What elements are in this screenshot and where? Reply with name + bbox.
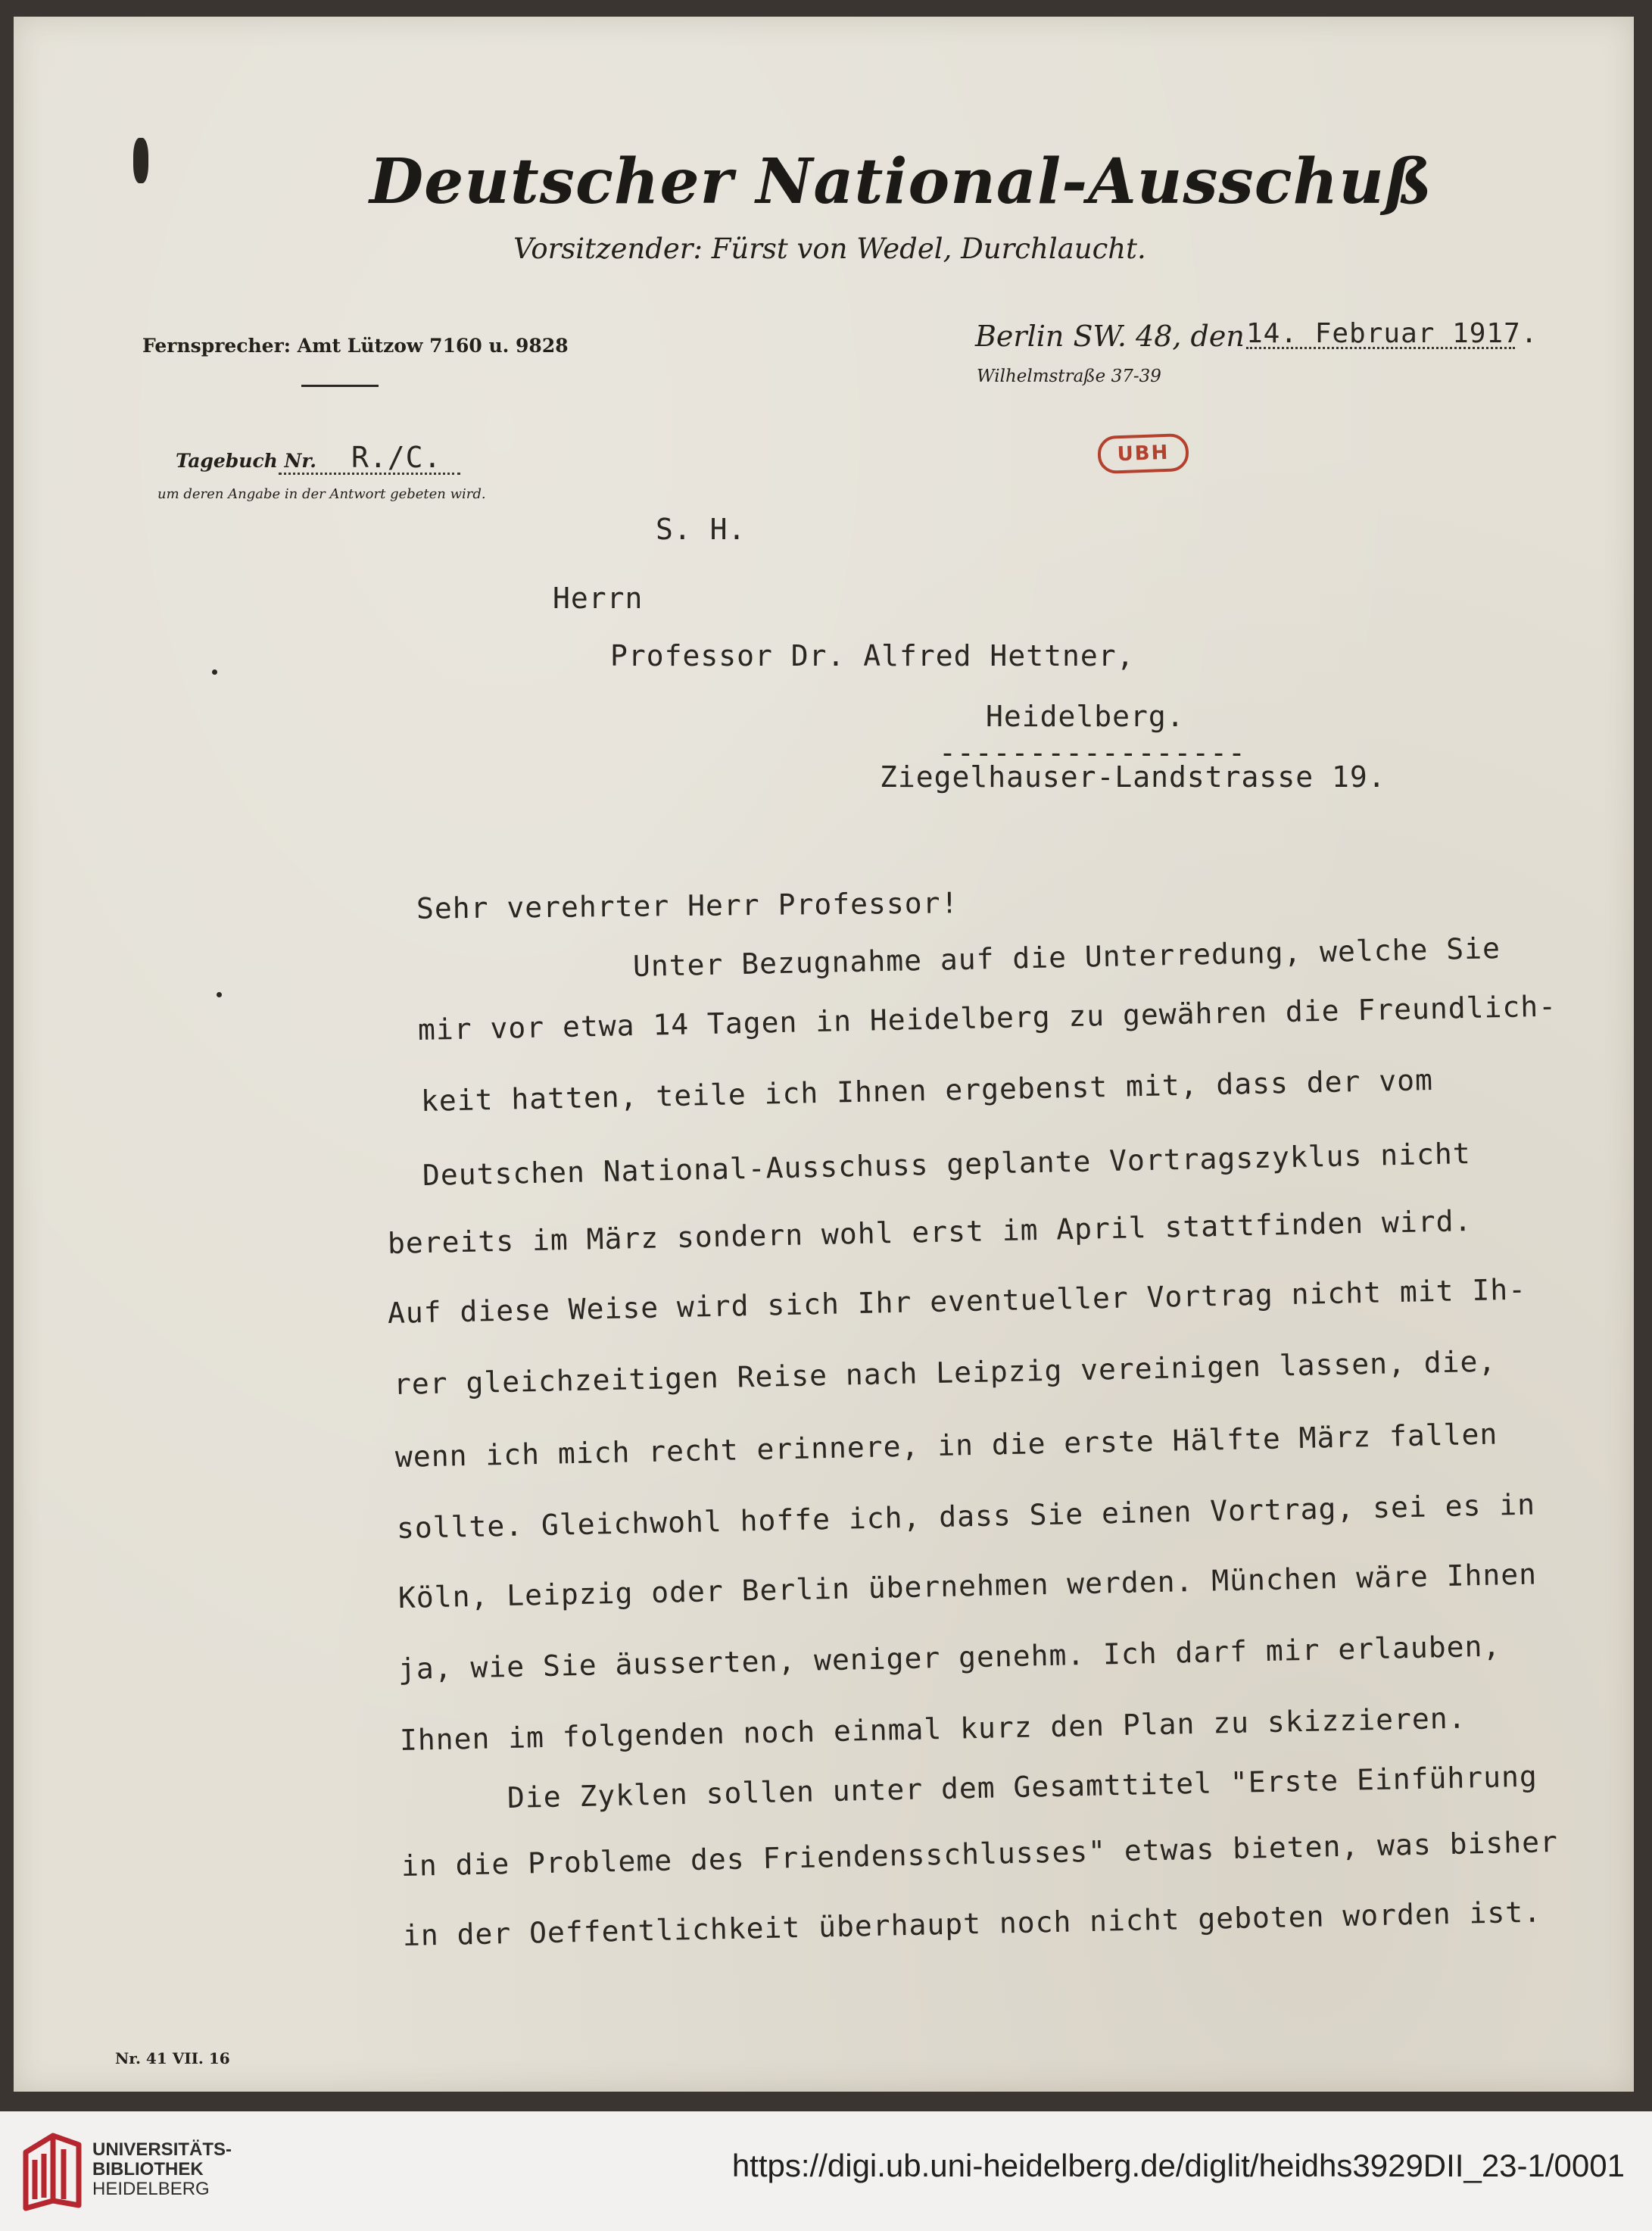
- viewer-footer: [0, 2111, 1652, 2231]
- letter-line: keit hatten, teile ich Ihnen ergebenst mit, dass der vom: [420, 1063, 1434, 1118]
- letter-line: Auf diese Weise wird sich Ihr eventueller Vortrag nicht mit Ih-: [387, 1272, 1527, 1330]
- letter-line: ja, wie Sie äusserten, weniger genehm. Ich darf mir erlauben,: [397, 1629, 1501, 1686]
- letter-line: Unter Bezugnahme auf die Unterredung, welche Sie: [632, 931, 1501, 983]
- letter-line: Die Zyklen sollen unter dem Gesamttitel "Erste Einführung: [507, 1759, 1538, 1814]
- letter-page: [14, 17, 1634, 2092]
- letter-line: sollte. Gleichwohl hoffe ich, dass Sie einen Vortrag, sei es in: [396, 1487, 1536, 1545]
- letter-line: wenn ich mich recht erinnere, in die erste Hälfte März fallen: [394, 1417, 1498, 1474]
- letter-greeting: Sehr verehrter Herr Professor!: [416, 886, 959, 925]
- diary-label: Tagebuch Nr.: [176, 450, 316, 472]
- divider: [301, 385, 379, 387]
- letterhead-place: Berlin SW. 48, den: [975, 320, 1245, 353]
- document-url-link[interactable]: https://digi.ub.uni-heidelberg.de/diglit/heidhs3929DII_23-1/0001: [731, 2148, 1625, 2183]
- letterhead-telephone: Fernsprecher: Amt Lützow 7160 u. 9828: [142, 335, 569, 357]
- library-name-line: UNIVERSITÄTS-: [92, 2139, 232, 2160]
- library-name-line: BIBLIOTHEK: [92, 2159, 204, 2180]
- letterhead-chairman: Vorsitzender: Fürst von Wedel, Durchlaucht.: [513, 232, 1146, 265]
- letter-line: Deutschen National-Ausschuss geplante Vortragszyklus nicht: [422, 1137, 1472, 1192]
- letter-line: Köln, Leipzig oder Berlin übernehmen werden. München wäre Ihnen: [397, 1557, 1538, 1615]
- letter-line: bereits im März sondern wohl erst im April stattfinden wird.: [387, 1204, 1473, 1260]
- letter-line: in die Probleme des Friendensschlusses" etwas bieten, was bisher: [401, 1825, 1559, 1883]
- library-name-line: HEIDELBERG: [92, 2179, 210, 2199]
- letter-date: 14. Februar 1917.: [1246, 318, 1538, 349]
- ink-speck: [217, 992, 222, 997]
- recipient-street: Ziegelhauser-Landstrasse 19.: [880, 760, 1386, 794]
- ink-speck: [212, 669, 217, 675]
- recipient-initials: S. H.: [656, 513, 747, 546]
- recipient-city: Heidelberg.: [986, 700, 1185, 733]
- ink-blot: [133, 138, 148, 183]
- letter-line: rer gleichzeitigen Reise nach Leipzig vereinigen lassen, die,: [393, 1344, 1497, 1401]
- letter-line: mir vor etwa 14 Tagen in Heidelberg zu gewähren die Freundlich-: [417, 989, 1557, 1047]
- letterhead-street: Wilhelmstraße 37-39: [977, 367, 1161, 386]
- recipient-name: Professor Dr. Alfred Hettner,: [610, 639, 1135, 672]
- library-stamp: UBH: [1097, 433, 1189, 474]
- form-number: Nr. 41 VII. 16: [115, 2049, 230, 2067]
- recipient-city-underline: -----------------: [939, 736, 1246, 769]
- diary-value: R./C.: [351, 441, 442, 474]
- recipient-salutation: Herrn: [553, 582, 644, 615]
- letter-line: in der Oeffentlichkeit überhaupt noch nicht geboten worden ist.: [402, 1895, 1542, 1952]
- letter-line: Ihnen im folgenden noch einmal kurz den Plan zu skizzieren.: [399, 1701, 1467, 1757]
- library-logo-icon[interactable]: [18, 2130, 88, 2214]
- letterhead-title: Deutscher National-Ausschuß: [369, 145, 1433, 218]
- library-name[interactable]: [92, 2140, 232, 2199]
- diary-note: um deren Angabe in der Antwort gebeten wird.: [157, 486, 486, 502]
